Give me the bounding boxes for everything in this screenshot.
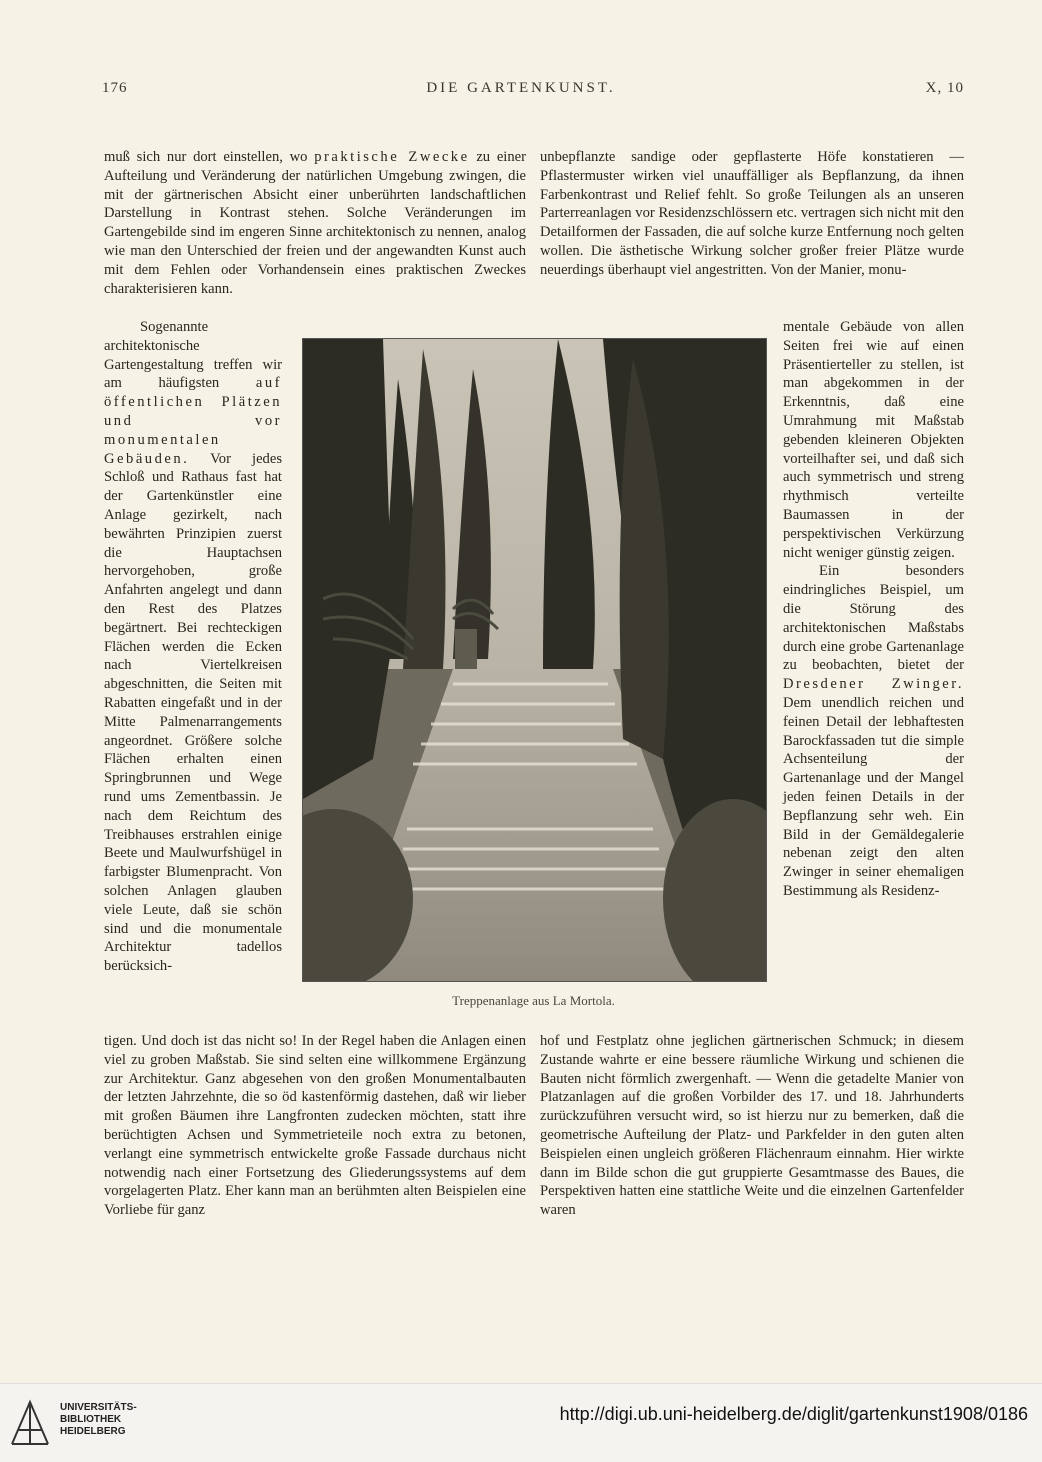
photo-illustration [303,339,766,981]
source-url-link[interactable]: http://digi.ub.uni-heidelberg.de/diglit/gartenkunst1908/0186 [559,1404,1028,1424]
library-footer [0,1383,1042,1462]
emphasis: praktische Zwecke [314,149,470,165]
left-column-bottom [104,1032,526,1220]
page-number: 176 [102,80,128,96]
journal-title: DIE GARTENKUNST. [426,80,616,96]
paragraph: Sogenannte architektonische Gartengestaltung treffen wir am häufigsten auf öffentlichen Plätzen und vor monumentalen Gebäuden. Vor jedes Schloß und Rathaus fast hat der Gartenkünstler eine Anlage gezirkelt, nach bewährten Prinzipien zuerst die Hauptachsen hervorgehoben, große Anfahrten angelegt und dann den Rest des Platzes begärtnert. Bei rechteckigen Flächen werden die Ecken nach Viertelkreisen abgeschnitten, die Seiten mit Rabatten eingefaßt und in der Mitte Palmenarrangements angeordnet. Größere solche Flächen erhalten einen Springbrunnen und Wege rund ums Zementbassin. Je nach dem Reichtum des Treibhauses erstrahlen einige Beete und Maulwurfshügel in farbigster Blumenpracht. Von solchen Anlagen glauben viele Leute, daß sie schön sind und die monumentale Architektur tadellos berücksich- [104,319,282,975]
paragraph: tigen. Und doch ist das nicht so! In der Regel haben die Anlagen einen viel zu groben Maßstab. Sie sind selten eine willkommene Ergänzung zur Architektur. Ganz abgesehen von den großen Monumentalbauten der letzten Jahrzehnte, die so öd kastenförmig dastehen, daß wir lieber mit großen Bäumen ihre Langfronten zudecken möchten, statt ihre berüchtigten Achsen und Symmetrieteile noch extra zu betonen, verlangt eine symmetrisch entwickelte große Fassade durchaus nicht notwendig nach einer Fortsetzung des Gliederungssystems auf dem vorgelagerten Platz. Eher kann man an berühmten alten Beispielen eine Vorliebe für ganz [104,1033,526,1219]
emphasis: Dresdener Zwinger. [783,676,964,693]
paragraph: unbepflanzte sandige oder gepflasterte Höfe konstatieren — Pflastermuster wirken viel unauffälliger als Bepflanzung, da ihnen Farbenkontrast und Relief fehlt. So große Teilungen als an unseren Parterreanlagen vor Residenzschlössern etc. vertragen sich nicht mit den Detailformen der Fassaden, die auf solche kurze Entfernung noch gelten wollen. Die ästhetische Wirkung solcher großer freier Plätze wurde neuerdings überhaupt viel angestritten. Von der Manier, monu- [540,149,964,278]
right-column-narrow [783,318,964,901]
running-header [0,80,1042,106]
library-logo-icon [8,1398,52,1448]
left-column-top [104,148,526,298]
photo-stair-garden [302,338,767,982]
paragraph: muß sich nur dort einstellen, wo praktische Zwecke zu einer Aufteilung und Veränderung der natürlichen Umgebung zwingen, die mit der gärtnerischen Absicht einer unberührten landschaftlichen Darstellung in Kontrast stehen. Solche Veränderungen im Gartengebilde sind im engeren Sinne architektonisch zu nennen, analog wie man den Unterschied der freien und der angewandten Kunst auch mit dem Fehlen oder Vorhandensein eines praktischen Zweckes charakterisieren kann. [104,149,526,297]
institution-name: UNIVERSITÄTS- BIBLIOTHEK HEIDELBERG [60,1402,137,1437]
paragraph: mentale Gebäude von allen Seiten frei wie auf einen Präsentierteller zu stellen, ist man abgekommen in der Erkenntnis, daß eine Umrahmung mit Maßstab gebenden kleineren Objekten vorteilhafter sei, und daß sich auch symmetrisch und streng rhythmisch verteilte Baumassen in der perspektivischen Verkürzung nicht weniger günstig zeigen. [783,319,964,561]
left-column-narrow [104,318,282,976]
right-column-bottom [540,1032,964,1220]
right-column-top [540,148,964,280]
emphasis: auf öffentlichen Plätzen und vor monumentalen Gebäuden. [104,375,282,467]
paragraph: Ein besonders eindringliches Beispiel, um die Störung des architektonischen Maßstabs durch eine grobe Gartenanlage zu beobachten, bietet der Dresdener Zwinger. Dem unendlich reichen und feinen Detail der lebhaftesten Barockfassaden tut die simple Achsenteilung der Gartenanlage und der Mangel jeden feinen Details in der Bepflanzung sehr weh. Ein Bild in der Gemäldegalerie nebenan zeigt den alten Zwinger in seiner ehemaligen Bestimmung als Residenz- [783,563,964,899]
issue-number: X, 10 [925,80,964,96]
paragraph: hof und Festplatz ohne jeglichen gärtnerischen Schmuck; in diesem Zustande wahrte er eine bessere räumliche Wirkung und schienen die Bauten nicht förmlich zwergenhaft. — Wenn die getadelte Manier von Platzanlagen auf die großen Vorbilder des 17. und 18. Jahrhunderts zurückzuführen versucht wird, so ist hierzu nur zu bemerken, daß die geometrische Aufteilung der Platz- und Parkfelder in den guten alten Beispielen einen ungleich größeren Flächenraum einnahm. Hier wirkte dann im Bilde schon die gut gruppierte Gesamtmasse des Baues, die Perspektiven hatten eine stattliche Weite und die einzelnen Gartenfelder waren [540,1033,964,1219]
figure-caption: Treppenanlage aus La Mortola. [452,993,615,1008]
